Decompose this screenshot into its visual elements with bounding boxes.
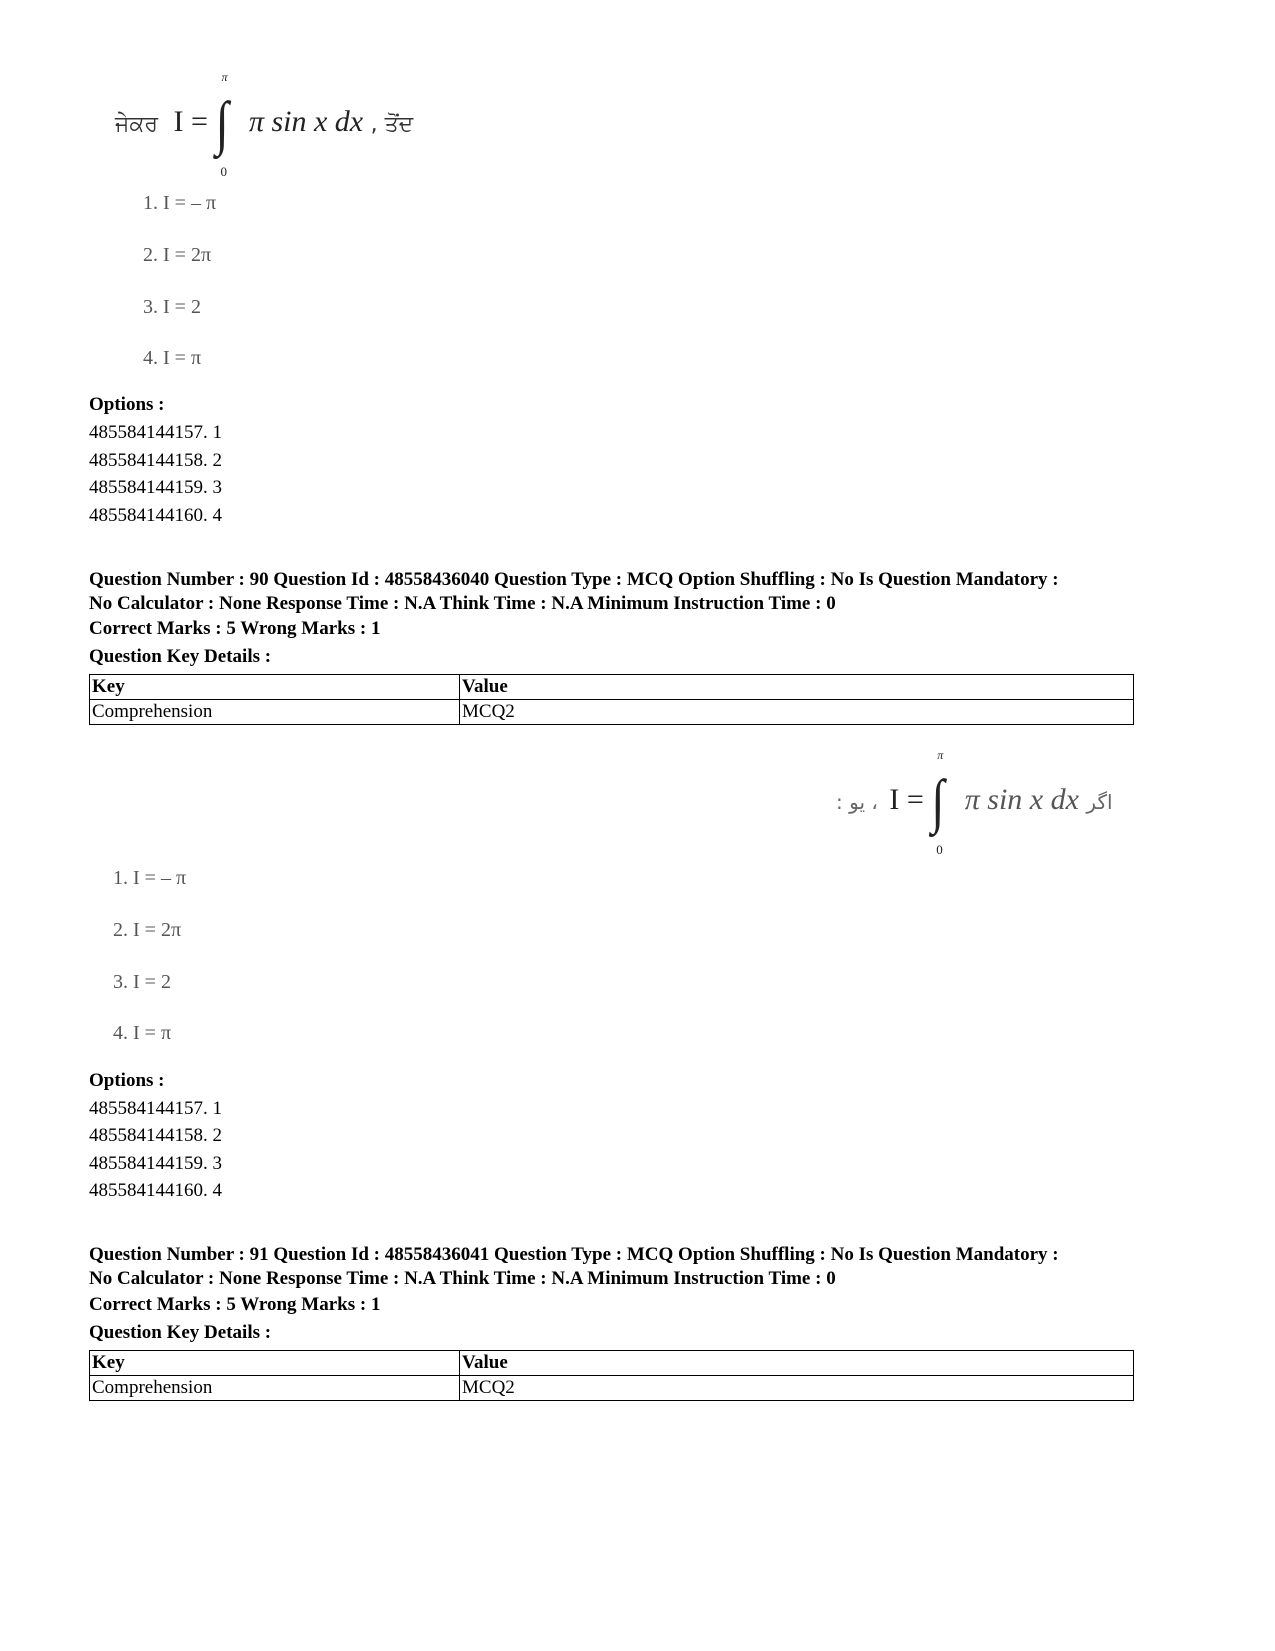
option-item: 485584144158. 2 [89,1125,222,1146]
lower-limit: 0 [220,164,227,179]
marks-line: Correct Marks : 5 Wrong Marks : 1 [89,1294,381,1315]
question-prefix-text: ﺍﮔﺮ [1086,789,1113,814]
table-cell-key: Comprehension [90,1376,460,1401]
option-item: 485584144160. 4 [89,505,222,526]
image-choice: 1. I = – π [113,867,187,889]
marks-line: Correct Marks : 5 Wrong Marks : 1 [89,618,381,639]
option-item: 485584144159. 3 [89,1153,222,1174]
question-header-line1: Question Number : 90 Question Id : 48558436040 Question Type : MCQ Option Shuffling : No Is Question Mandatory : [89,569,1059,590]
image-choice: 1. I = – π [143,192,217,214]
image-choice: 2. I = 2π [143,244,212,266]
table-row [90,1376,1134,1401]
table-cell-key: Comprehension [90,700,460,725]
table-header-value: Value [460,1351,1134,1376]
question-header-line2: No Calculator : None Response Time : N.A Think Time : N.A Minimum Instruction Time : 0 [89,593,836,614]
question-suffix-text: : ﯾﻮ ، [836,789,878,814]
options-label: Options : [89,394,165,415]
upper-limit: π [937,748,944,762]
question-header [89,568,1149,616]
image-choice: 2. I = 2π [113,919,182,941]
question-image-urdu [0,740,1275,1060]
image-choice: 4. I = π [113,1022,172,1044]
key-details-label: Question Key Details : [89,1322,272,1343]
integrand: π sin x dx [964,782,1079,816]
table-header-row [90,675,1134,700]
upper-limit: π [221,70,228,84]
option-item: 485584144157. 1 [89,1098,222,1119]
question-formula [836,748,1113,857]
question-formula [115,70,414,179]
option-item: 485584144159. 3 [89,477,222,498]
integral-sign-icon: ∫ π 0 [215,70,229,179]
option-item: 485584144157. 1 [89,422,222,443]
integral-sign-icon: ∫ π 0 [931,748,945,857]
table-row [90,700,1134,725]
table-header-value: Value [460,675,1134,700]
table-header-row [90,1351,1134,1376]
key-details-label: Question Key Details : [89,646,272,667]
question-image-punjabi [0,0,1275,380]
question-suffix-text: , ਤੋਂਦ [370,111,414,137]
lower-limit: 0 [936,842,943,857]
integral-lhs: I = [173,104,208,138]
question-header-line2: No Calculator : None Response Time : N.A Think Time : N.A Minimum Instruction Time : 0 [89,1268,836,1289]
integrand: π sin x dx [248,104,364,138]
table-header-key: Key [90,1351,460,1376]
key-details-table [89,1350,1134,1401]
option-item: 485584144158. 2 [89,450,222,471]
question-prefix-text: ਜੇਕਰ [115,111,159,137]
image-choice: 3. I = 2 [143,296,201,318]
question-header-line1: Question Number : 91 Question Id : 48558436041 Question Type : MCQ Option Shuffling : No Is Question Mandatory : [89,1244,1059,1265]
table-header-key: Key [90,675,460,700]
question-header [89,1243,1149,1291]
image-choice: 3. I = 2 [113,971,171,993]
key-details-table [89,674,1134,725]
options-label: Options : [89,1070,165,1091]
table-cell-value: MCQ2 [460,700,1134,725]
integral-lhs: I = [889,782,924,816]
image-choice: 4. I = π [143,347,202,369]
table-cell-value: MCQ2 [460,1376,1134,1401]
option-item: 485584144160. 4 [89,1180,222,1201]
